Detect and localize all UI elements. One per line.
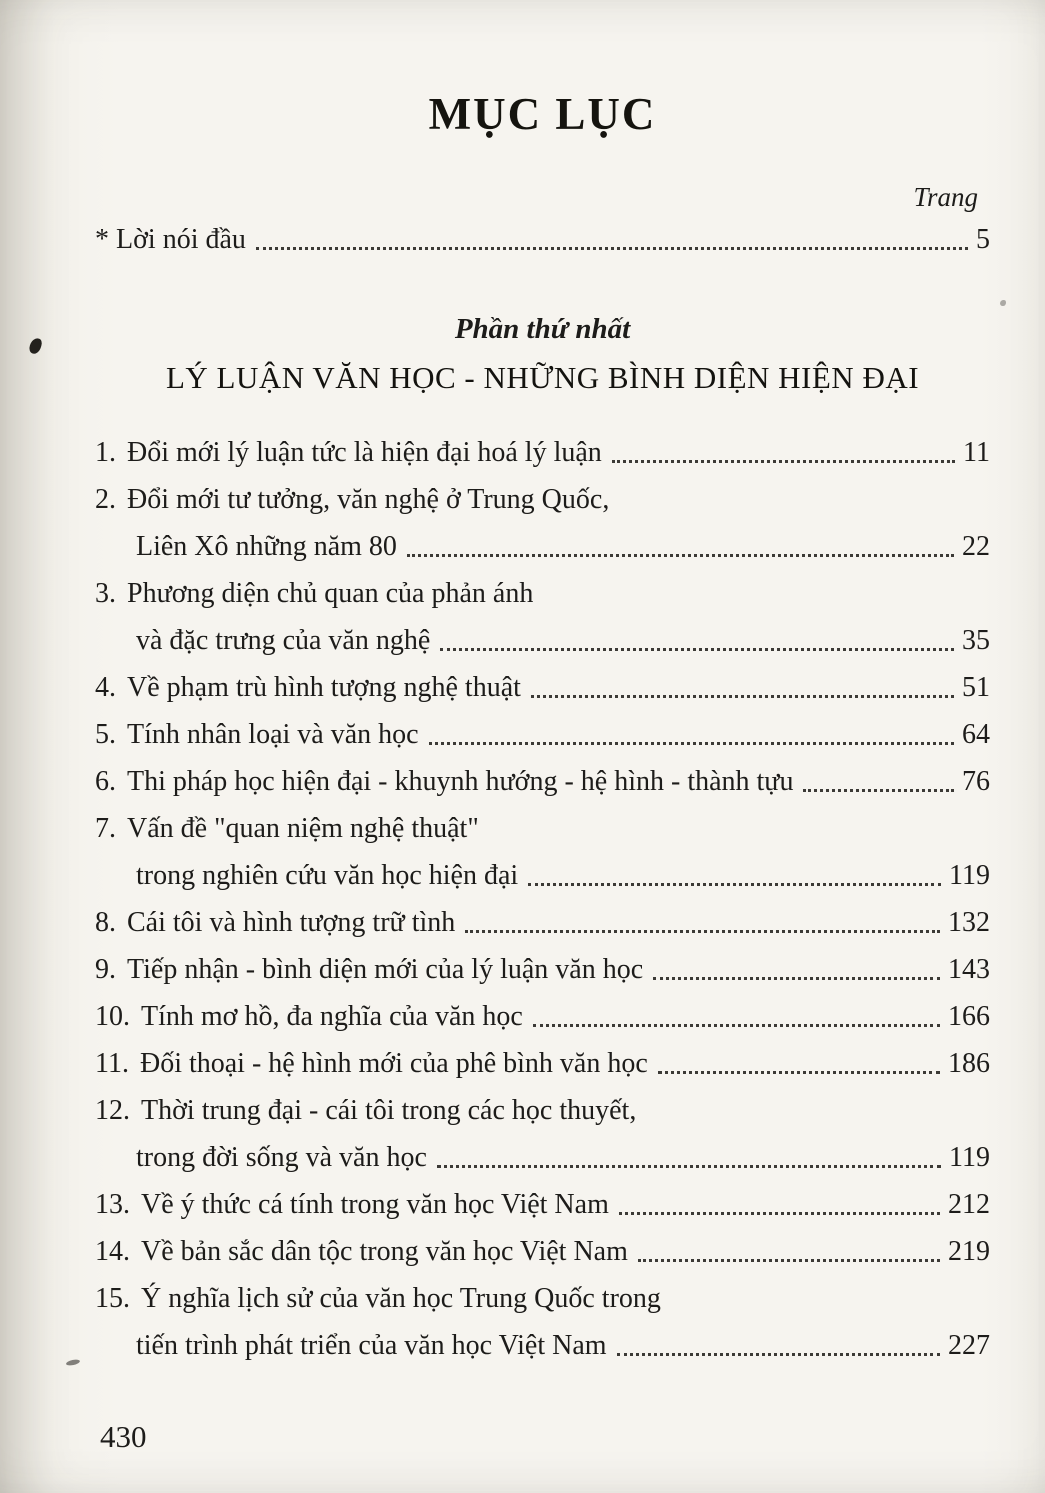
entry-page: 212 (948, 1189, 990, 1220)
entry-page: 119 (949, 1142, 990, 1173)
toc-entry (95, 1047, 990, 1081)
dot-leader (528, 883, 941, 886)
dot-leader (429, 742, 954, 745)
toc-entry (95, 1094, 990, 1128)
entry-page: 35 (962, 625, 990, 656)
toc-entry (95, 953, 990, 987)
entry-title: Đổi mới lý luận tức là hiện đại hoá lý luận (127, 437, 602, 468)
entry-title: Vấn đề "quan niệm nghệ thuật" (127, 813, 479, 844)
toc-entry (95, 765, 990, 799)
entry-title: Cái tôi và hình tượng trữ tình (127, 907, 456, 938)
entry-title-line2: Liên Xô những năm 80 (136, 531, 397, 562)
page-number: 430 (100, 1419, 147, 1454)
toc-entry (95, 906, 990, 940)
entry-page: 11 (963, 437, 990, 468)
dot-leader (440, 648, 954, 651)
toc-entry-continuation (95, 530, 990, 564)
toc-entry-continuation (95, 624, 990, 658)
entry-page: 132 (948, 907, 990, 938)
entry-number: 15. (95, 1283, 130, 1314)
toc-entry (95, 577, 990, 611)
toc-entry (95, 1000, 990, 1034)
entry-page: 76 (962, 766, 990, 797)
entry-page: 119 (949, 860, 990, 891)
dot-leader (407, 554, 954, 557)
entry-title: Ý nghĩa lịch sử của văn học Trung Quốc trong (141, 1283, 661, 1314)
entry-number: 6. (95, 766, 116, 797)
dot-leader (612, 460, 955, 463)
toc-entry-continuation (95, 1329, 990, 1363)
entry-title: Tính mơ hồ, đa nghĩa của văn học (141, 1001, 523, 1032)
entry-number: 8. (95, 907, 116, 938)
dot-leader (531, 695, 954, 698)
toc-entry (95, 436, 990, 470)
entry-number: 12. (95, 1095, 130, 1126)
entry-title: Thời trung đại - cái tôi trong các học thuyết, (141, 1095, 637, 1126)
part-title: LÝ LUẬN VĂN HỌC - NHỮNG BÌNH DIỆN HIỆN ĐẠI (165, 360, 920, 395)
entry-number: 7. (95, 813, 116, 844)
entry-title: Phương diện chủ quan của phản ánh (127, 578, 534, 609)
preface-label: * Lời nói đầu (95, 224, 246, 255)
entry-page: 166 (948, 1001, 990, 1032)
page-title: MỤC LỤC (428, 89, 657, 139)
dot-leader (437, 1165, 941, 1168)
dot-leader (465, 930, 940, 933)
preface-row (95, 223, 990, 257)
entry-title-line2: tiến trình phát triển của văn học Việt Nam (136, 1330, 607, 1361)
dot-leader (653, 977, 940, 980)
entry-number: 11. (95, 1048, 129, 1079)
part-heading: Phần thứ nhất (454, 313, 631, 345)
dot-leader (256, 247, 968, 250)
entry-title: Tiếp nhận - bình diện mới của lý luận văn học (127, 954, 644, 985)
dot-leader (658, 1071, 940, 1074)
entry-page: 186 (948, 1048, 990, 1079)
toc-entry (95, 812, 990, 846)
entry-title: Đổi mới tư tưởng, văn nghệ ở Trung Quốc, (127, 484, 610, 515)
entry-page: 143 (948, 954, 990, 985)
entry-title: Về ý thức cá tính trong văn học Việt Nam (141, 1189, 609, 1220)
entry-title-line2: và đặc trưng của văn nghệ (136, 625, 431, 656)
entry-title: Tính nhân loại và văn học (127, 719, 419, 750)
entry-number: 10. (95, 1001, 130, 1032)
dot-leader (533, 1024, 940, 1027)
toc-entry-continuation (95, 859, 990, 893)
dot-leader (638, 1259, 940, 1262)
dot-leader (619, 1212, 940, 1215)
entry-title-line2: trong nghiên cứu văn học hiện đại (136, 860, 519, 891)
dot-leader (617, 1353, 940, 1356)
entry-number: 9. (95, 954, 116, 985)
toc-entry (95, 718, 990, 752)
entry-title: Về bản sắc dân tộc trong văn học Việt Nam (141, 1236, 628, 1267)
entry-title-line2: trong đời sống và văn học (136, 1142, 427, 1173)
toc-entry-continuation (95, 1141, 990, 1175)
entry-page: 51 (962, 672, 990, 703)
entry-page: 219 (948, 1236, 990, 1267)
entry-number: 3. (95, 578, 116, 609)
entry-page: 22 (962, 531, 990, 562)
entry-number: 5. (95, 719, 116, 750)
entry-page: 227 (948, 1330, 990, 1361)
entry-number: 14. (95, 1236, 130, 1267)
entry-title: Về phạm trù hình tượng nghệ thuật (127, 672, 521, 703)
toc-entry (95, 1235, 990, 1269)
entry-number: 4. (95, 672, 116, 703)
toc-entry (95, 671, 990, 705)
entry-number: 1. (95, 437, 116, 468)
entry-number: 2. (95, 484, 116, 515)
entry-title: Thi pháp học hiện đại - khuynh hướng - hệ hình - thành tựu (127, 766, 794, 797)
entry-title: Đối thoại - hệ hình mới của phê bình văn học (139, 1048, 648, 1079)
toc-entry (95, 483, 990, 517)
preface-page: 5 (976, 224, 990, 255)
entry-number: 13. (95, 1189, 130, 1220)
toc-entry (95, 1282, 990, 1316)
entry-page: 64 (962, 719, 990, 750)
toc-entry (95, 1188, 990, 1222)
dot-leader (803, 789, 954, 792)
page-column-header: Trang (913, 182, 978, 212)
toc-entries (95, 436, 990, 1363)
